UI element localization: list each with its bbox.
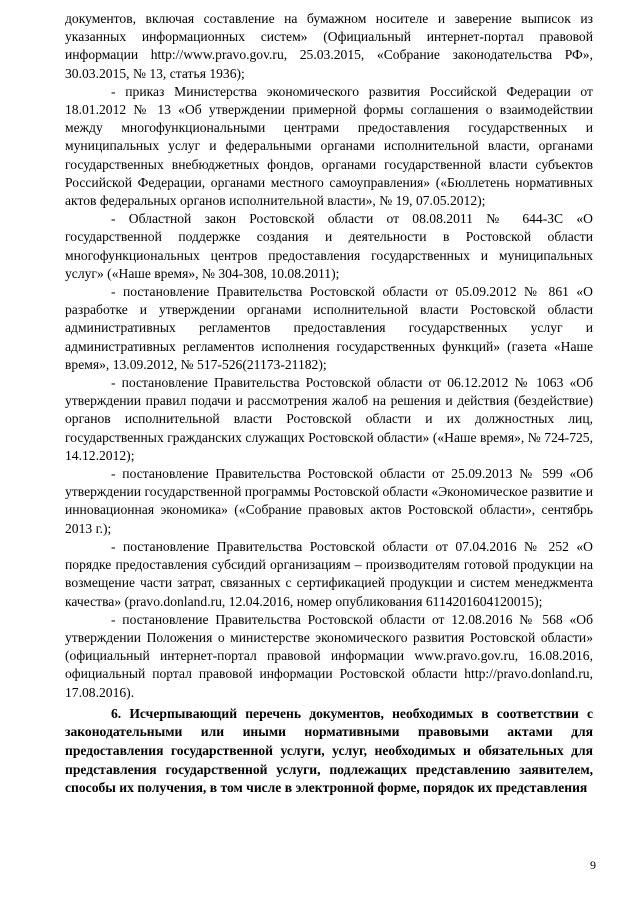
paragraph-resolution-861: - постановление Правительства Ростовской области от 05.09.2012 № 861 «О разработке и утверждении органами исполнительной власти Ростовской области административных регламентов предоставления государственных услуг и административных регламентов исполнения государственных функций» (газета «Наше время», 13.09.2012, № 517-526(21173-21182); xyxy=(65,284,593,372)
section-heading: 6. Исчерпывающий перечень документов, необходимых в соответствии с законодательными или иными нормативными правовыми актами для предоставления государственной услуги, услуг, необходимых и обязательных для представления государственной услуги, подлежащих представлению заявителем, способы их получения, в том числе в электронной форме, порядок их представления xyxy=(65,705,593,796)
page-number: 9 xyxy=(590,858,596,872)
document-body xyxy=(65,10,593,798)
paragraph-continuation: документов, включая составление на бумажном носителе и заверение выписок из указанных информационных систем» (Официальный интернет-портал правовой информации http://www.pravo.gov.ru, 25.03.2015, «Собрание законодательства РФ», 30.03.2015, № 13, статья 1936); xyxy=(65,11,593,81)
paragraph-resolution-252: - постановление Правительства Ростовской области от 07.04.2016 № 252 «О порядке предоставления субсидий организациям – производителям готовой продукции на возмещение части затрат, связанных с сертификацией продукции и систем менеджмента качества» (pravo.donland.ru, 12.04.2016, номер опубликования 6114201604120015); xyxy=(65,538,593,609)
paragraph-mer-order: - приказ Министерства экономического развития Российской Федерации от 18.01.2012 № 13 «Об утверждении примерной формы соглашения о взаимодействии между многофункциональными центрами предоставления государственных и муниципальных услуг и федеральными органами исполнительной власти, органами государственных внебюджетных фондов, органами государственной власти субъектов Российской Федерации, органами местного самоуправления» («Бюллетень нормативных актов федеральных органов исполнительной власти», № 19, 07.05.2012); xyxy=(65,83,593,209)
paragraph-resolution-1063: - постановление Правительства Ростовской области от 06.12.2012 № 1063 «Об утверждении правил подачи и рассмотрения жалоб на решения и действия (бездействие) органов исполнительной власти Ростовской области и их должностных лиц, государственных гражданских служащих Ростовской области» («Наше время», № 724-725, 14.12.2012); xyxy=(65,375,593,463)
paragraph-resolution-599: - постановление Правительства Ростовской области от 25.09.2013 № 599 «Об утверждении государственной программы Ростовской области «Экономическое развитие и инновационная экономика» («Собрание правовых актов Ростовской области», сентябрь 2013 г.); xyxy=(65,466,593,536)
paragraph-regional-law: - Областной закон Ростовской области от 08.08.2011 № 644-ЗС «О государственной поддержке создания и деятельности в Ростовской области многофункциональных центров предоставления государственных и муниципальных услуг» («Наше время», № 304-308, 10.08.2011); xyxy=(65,211,593,281)
paragraph-resolution-568: - постановление Правительства Ростовской области от 12.08.2016 № 568 «Об утверждении Положения о министерстве экономического развития Ростовской области» (официальный интернет-портал правовой информации www.pravo.gov.ru, 16.08.2016, официальный портал правовой информации Ростовской области http://pravo.donland.ru, 17.08.2016). xyxy=(65,611,593,700)
